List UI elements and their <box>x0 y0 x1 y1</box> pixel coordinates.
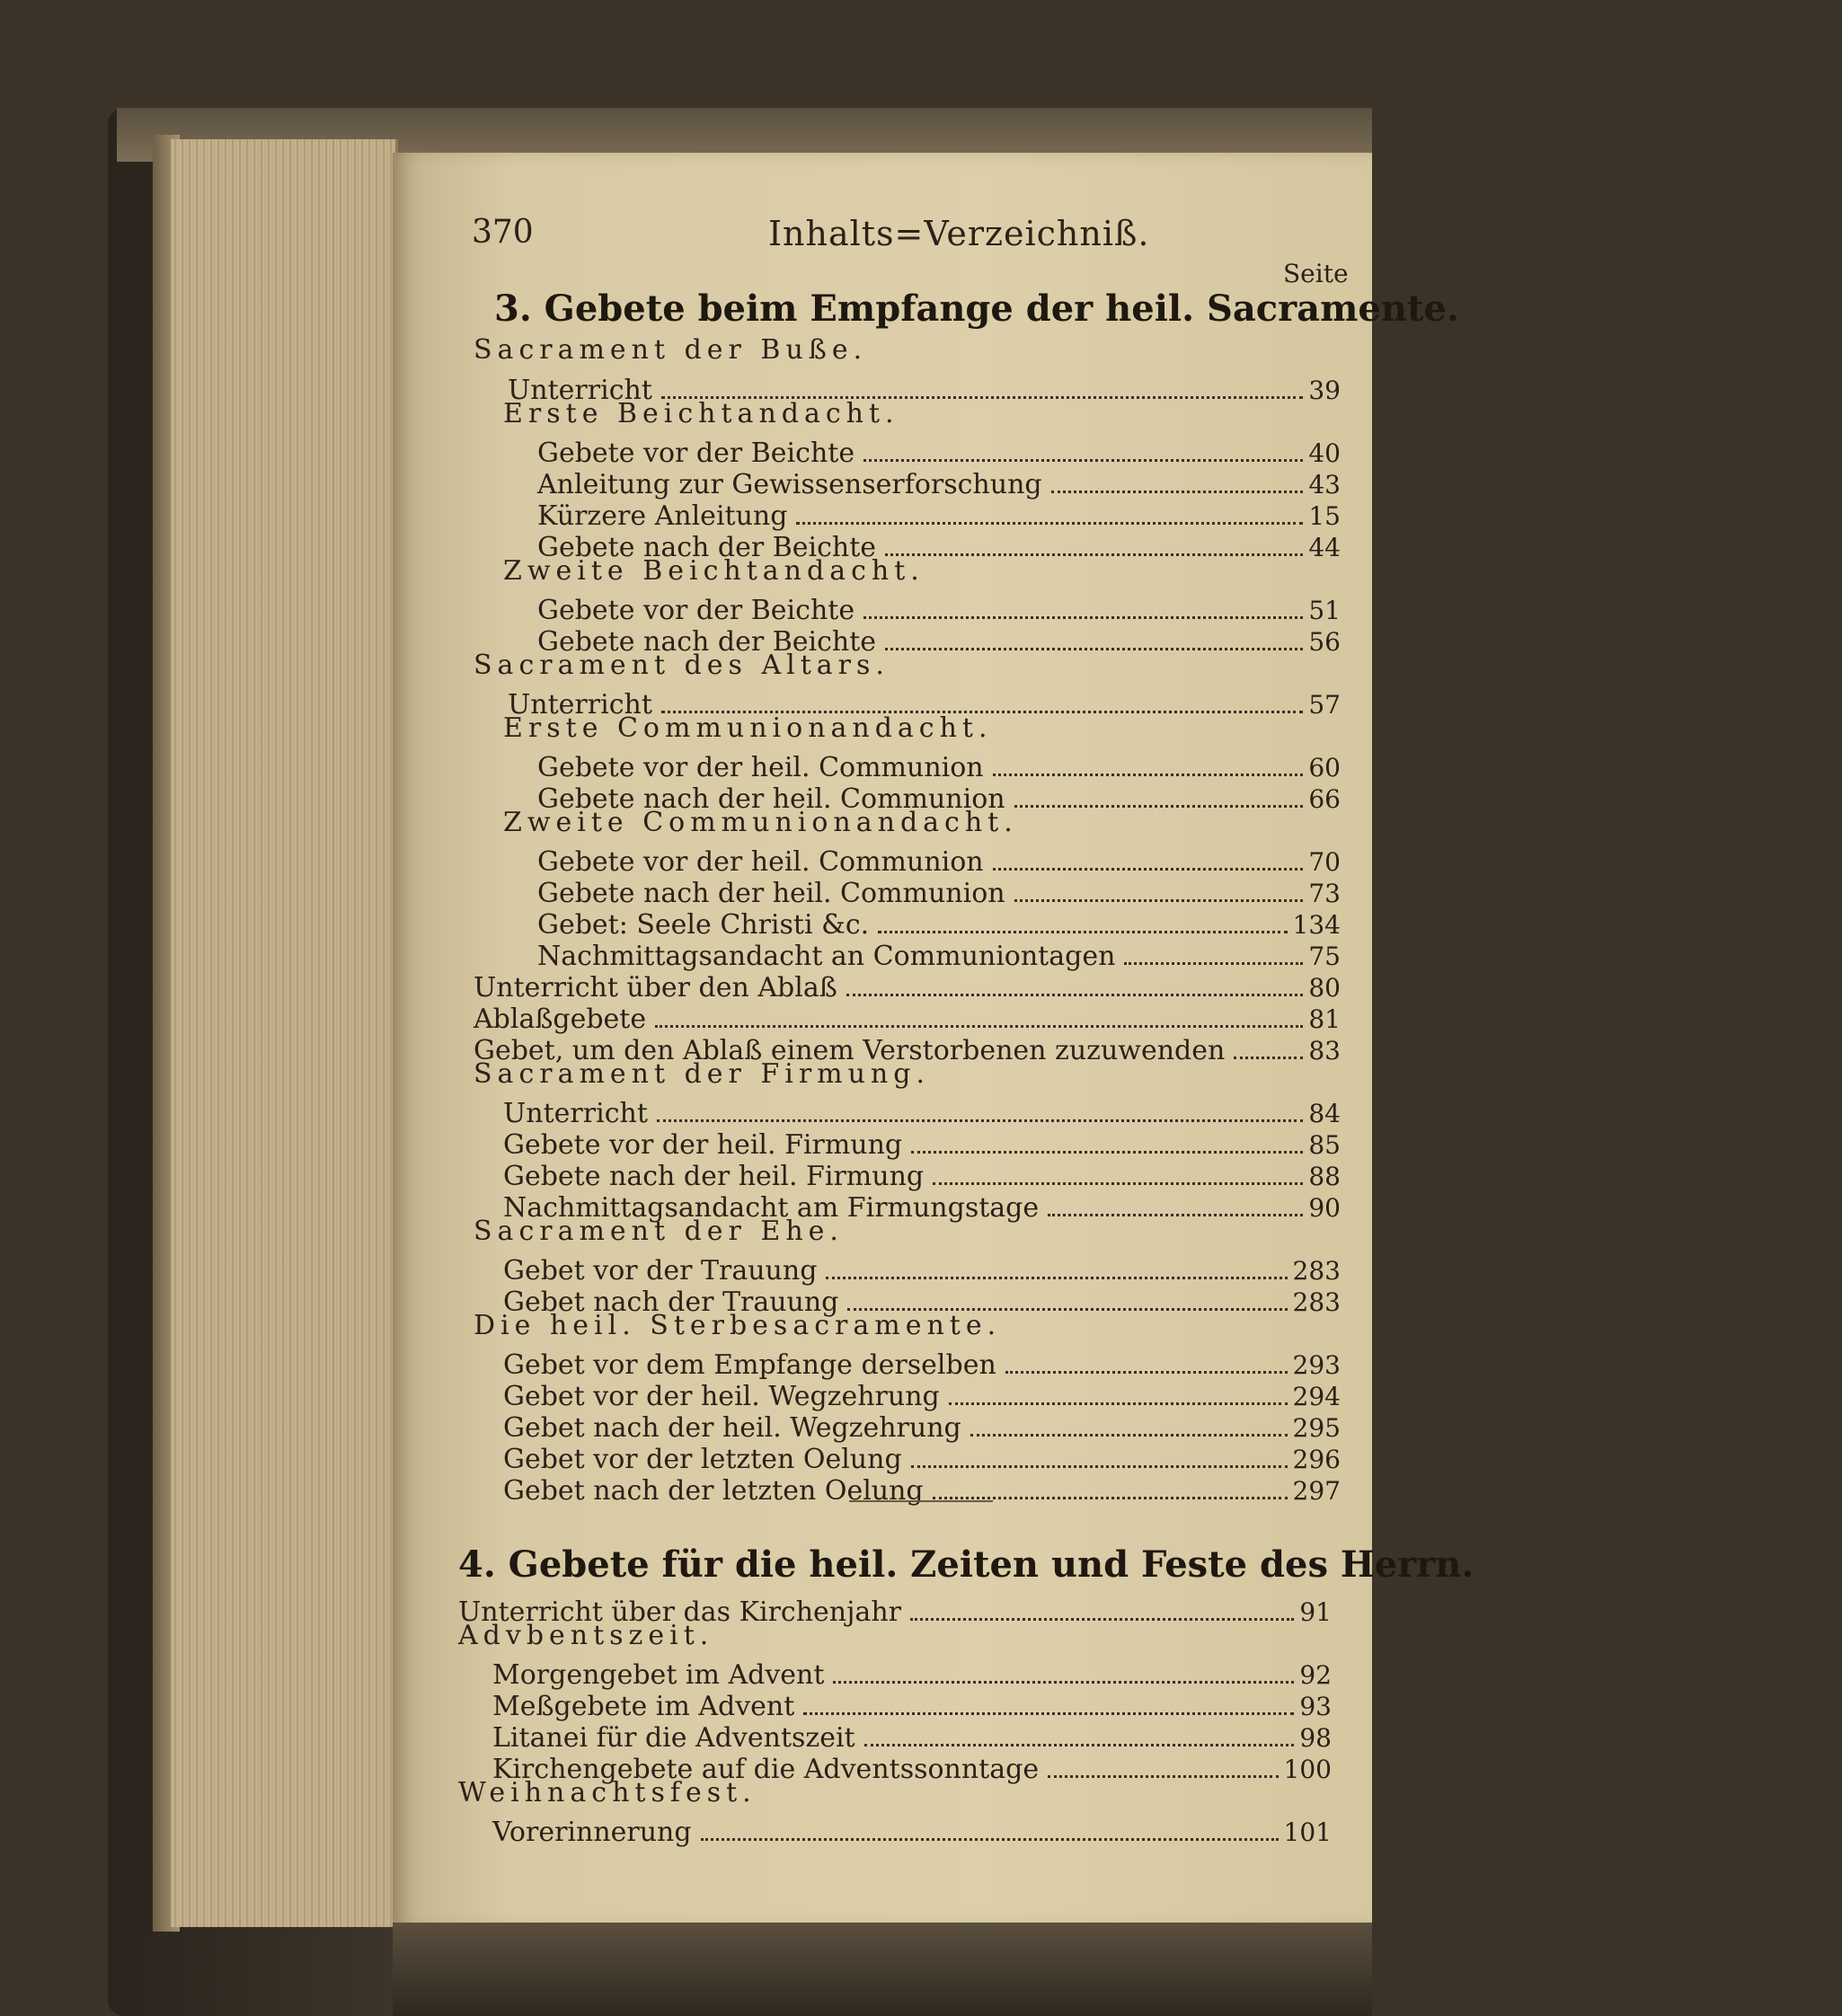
toc-entry <box>537 933 1341 972</box>
toc-entry <box>537 775 1341 815</box>
toc-entry <box>537 901 1341 941</box>
toc-entry <box>503 1341 1341 1381</box>
toc-entry-page: 297 <box>1292 1476 1341 1506</box>
toc-entry <box>537 587 1341 626</box>
toc-entry-page: 80 <box>1308 973 1341 1003</box>
toc-entry <box>503 1373 1341 1412</box>
toc-entry-label: Sacrament des Altars. <box>474 650 890 681</box>
page-stack-edge <box>171 139 398 1927</box>
toc-entry-page: 15 <box>1308 501 1341 531</box>
toc-entry-label: Gebet vor dem Empfange derselben <box>503 1349 996 1381</box>
page-header <box>472 214 1343 259</box>
dot-leader <box>885 524 1303 556</box>
dot-leader <box>911 1121 1303 1154</box>
toc-entry-label: Sacrament der Firmung. <box>474 1058 930 1090</box>
toc-entry-page: 91 <box>1299 1597 1332 1627</box>
dot-leader <box>661 367 1303 399</box>
toc-entry-page: 39 <box>1308 376 1341 405</box>
toc-entry <box>537 461 1341 500</box>
toc-subheading <box>474 1058 1341 1089</box>
toc-entry-page: 134 <box>1292 910 1341 940</box>
toc-entry-label: Sacrament der Buße. <box>474 334 868 366</box>
dot-leader <box>657 1090 1303 1122</box>
toc-entry <box>503 1404 1341 1444</box>
dot-leader <box>949 1373 1288 1405</box>
toc-entry-label: Unterricht <box>503 1098 648 1129</box>
toc-entry-label: Ablaßgebete <box>474 1004 647 1035</box>
toc-entry-label: Gebet nach der letzten Oelung <box>503 1475 924 1507</box>
toc-entry-label: Gebet nach der Trauung <box>503 1287 839 1318</box>
toc-entry-page: 90 <box>1308 1193 1341 1223</box>
toc-entry-page: 44 <box>1308 533 1341 562</box>
toc-entry-label: Unterricht über den Ablaß <box>474 972 837 1004</box>
dot-leader <box>1051 461 1304 493</box>
toc-entry <box>503 1278 1341 1318</box>
dot-leader <box>1005 1341 1288 1374</box>
toc-entry-page: 60 <box>1308 753 1341 783</box>
toc-entry <box>503 1436 1341 1475</box>
toc-entry-label: Gebet vor der letzten Oelung <box>503 1444 902 1475</box>
toc-entry <box>503 1121 1341 1161</box>
toc-entry-page: 40 <box>1308 438 1341 468</box>
dot-leader <box>878 901 1287 933</box>
dot-leader <box>910 1588 1294 1621</box>
toc-entry-page: 81 <box>1308 1004 1341 1034</box>
toc-entry-label: Erste Communionandacht. <box>503 712 993 744</box>
toc-subheading <box>474 334 1341 365</box>
toc-entry-page: 98 <box>1299 1723 1332 1753</box>
toc-entry-label: Litanei für die Adventszeit <box>492 1722 855 1754</box>
toc-entry <box>508 681 1341 721</box>
section-heading: 4. Gebete für die heil. Zeiten und Feste des Herrn. <box>458 1543 1474 1586</box>
toc-entry <box>492 1651 1332 1691</box>
toc-subheading <box>474 1216 1341 1246</box>
toc-entry-page: 283 <box>1292 1287 1341 1317</box>
toc-entry-label: Nachmittagsandacht am Firmungstage <box>503 1192 1040 1224</box>
dot-leader <box>1124 933 1303 965</box>
dot-leader <box>1014 870 1304 902</box>
toc-entry-label: Gebete nach der heil. Firmung <box>503 1161 925 1192</box>
toc-entry-page: 66 <box>1308 784 1341 814</box>
dot-leader <box>826 1247 1287 1279</box>
toc-entry-label: Kürzere Anleitung <box>537 500 788 532</box>
toc-entry-page: 93 <box>1299 1692 1332 1721</box>
toc-entry <box>503 1090 1341 1129</box>
toc-subheading <box>503 807 1341 837</box>
toc-entry-label: Unterricht <box>508 689 652 721</box>
toc-entry-label: Gebet nach der heil. Wegzehrung <box>503 1412 961 1444</box>
toc-entry-page: 294 <box>1292 1382 1341 1411</box>
toc-entry-label: Unterricht <box>508 375 652 406</box>
dot-leader <box>911 1436 1288 1468</box>
dot-leader <box>885 618 1303 650</box>
toc-entry-label: Gebete nach der Beichte <box>537 626 877 658</box>
toc-entry-page: 88 <box>1308 1162 1341 1191</box>
toc-entry-label: Advbentszeit. <box>458 1620 714 1651</box>
dot-leader <box>1048 1746 1278 1778</box>
toc-entry <box>508 367 1341 406</box>
toc-entry-label: Morgengebet im Advent <box>492 1659 825 1691</box>
toc-entry-label: Nachmittagsandacht an Communiontagen <box>537 941 1116 972</box>
dot-leader <box>864 1714 1295 1746</box>
toc-entry-page: 73 <box>1308 879 1341 908</box>
toc-entry-page: 84 <box>1308 1099 1341 1128</box>
dot-leader <box>993 838 1304 871</box>
page-number: 370 <box>472 214 534 251</box>
dot-leader <box>847 1278 1287 1311</box>
toc-entry-page: 101 <box>1283 1817 1332 1847</box>
toc-entry-label: Gebete nach der Beichte <box>537 532 877 563</box>
toc-entry-label: Sacrament der Ehe. <box>474 1216 844 1247</box>
toc-entry-label: Gebete vor der Beichte <box>537 595 855 626</box>
toc-entry <box>537 524 1341 563</box>
toc-entry-page: 83 <box>1308 1036 1341 1065</box>
dot-leader <box>863 587 1303 619</box>
toc-entry-page: 56 <box>1308 627 1341 657</box>
toc-entry-page: 293 <box>1292 1350 1341 1380</box>
toc-entry <box>503 1184 1341 1224</box>
toc-entry-label: Die heil. Sterbesacramente. <box>474 1310 1002 1341</box>
toc-entry-label: Weihnachtsfest. <box>458 1777 757 1808</box>
column-header-seite: Seite <box>1283 259 1349 288</box>
toc-entry-label: Gebete vor der heil. Communion <box>537 846 984 878</box>
toc-entry <box>503 1153 1341 1192</box>
toc-entry-label: Gebet: Seele Christi &c. <box>537 909 870 941</box>
dot-leader <box>833 1651 1294 1684</box>
toc-entry <box>474 964 1341 1004</box>
toc-entry <box>492 1683 1332 1722</box>
dot-leader <box>1014 775 1304 808</box>
dot-leader <box>655 995 1303 1028</box>
toc-entry-label: Gebet vor der Trauung <box>503 1255 818 1287</box>
toc-entry-label: Anleitung zur Gewissenserforschung <box>537 469 1042 500</box>
dot-leader <box>846 964 1304 996</box>
dot-leader <box>701 1808 1279 1841</box>
toc-entry-page: 85 <box>1308 1130 1341 1160</box>
toc-entry <box>458 1588 1332 1628</box>
toc-entry <box>537 429 1341 469</box>
section-heading: 3. Gebete beim Empfange der heil. Sacramente. <box>494 287 1459 330</box>
toc-entry <box>492 1714 1332 1754</box>
toc-entry-label: Gebete vor der heil. Communion <box>537 752 984 783</box>
dot-leader <box>796 492 1303 525</box>
toc-entry-label: Kirchengebete auf die Adventssonntage <box>492 1754 1040 1785</box>
toc-entry-label: Unterricht über das Kirchenjahr <box>458 1596 901 1628</box>
toc-entry-label: Meßgebete im Advent <box>492 1691 795 1722</box>
toc-entry-label: Gebete nach der heil. Communion <box>537 878 1005 909</box>
toc-subheading <box>503 398 1341 429</box>
section-divider <box>849 1500 993 1502</box>
toc-entry-page: 75 <box>1308 942 1341 971</box>
running-title: Inhalts=Verzeichniß. <box>768 214 1150 253</box>
toc-entry <box>474 995 1341 1035</box>
toc-entry-label: Zweite Beichtandacht. <box>503 555 925 587</box>
toc-entry <box>537 618 1341 658</box>
dot-leader <box>970 1404 1288 1437</box>
dot-leader <box>993 744 1304 776</box>
toc-entry-page: 51 <box>1308 596 1341 625</box>
toc-entry-label: Vorerinnerung <box>492 1817 692 1848</box>
dot-leader <box>803 1683 1294 1715</box>
dot-leader <box>933 1153 1303 1185</box>
toc-subheading <box>458 1620 1332 1650</box>
toc-entry-label: Gebete vor der Beichte <box>537 438 855 469</box>
dot-leader <box>1048 1184 1303 1216</box>
toc-entry <box>537 744 1341 783</box>
toc-entry <box>492 1746 1332 1785</box>
toc-entry-label: Gebete nach der heil. Communion <box>537 783 1005 815</box>
toc-entry <box>537 870 1341 909</box>
toc-entry-page: 92 <box>1299 1660 1332 1690</box>
toc-entry-page: 295 <box>1292 1413 1341 1443</box>
toc-entry-label: Gebet, um den Ablaß einem Verstorbenen zuzuwenden <box>474 1035 1226 1066</box>
toc-subheading <box>458 1777 1332 1808</box>
toc-entry <box>537 838 1341 878</box>
toc-subheading <box>474 650 1341 680</box>
toc-entry-label: Erste Beichtandacht. <box>503 398 899 429</box>
dot-leader <box>863 429 1303 462</box>
toc-entry <box>537 492 1341 532</box>
toc-entry <box>474 1027 1341 1066</box>
dot-leader <box>661 681 1303 713</box>
toc-entry-page: 296 <box>1292 1445 1341 1474</box>
dot-leader <box>933 1467 1288 1499</box>
toc-subheading <box>474 1310 1341 1340</box>
bottom-shadow <box>393 1923 1372 2016</box>
toc-entry-label: Gebet vor der heil. Wegzehrung <box>503 1381 940 1412</box>
toc-entry-page: 57 <box>1308 690 1341 720</box>
toc-entry <box>503 1247 1341 1287</box>
toc-entry-page: 70 <box>1308 847 1341 877</box>
dot-leader <box>1234 1027 1303 1059</box>
toc-entry-label: Gebete vor der heil. Firmung <box>503 1129 903 1161</box>
toc-entry-page: 43 <box>1308 470 1341 500</box>
toc-entry <box>492 1808 1332 1848</box>
toc-entry-label: Zweite Communionandacht. <box>503 807 1018 838</box>
toc-entry <box>503 1467 1341 1507</box>
toc-subheading <box>503 712 1341 743</box>
toc-subheading <box>503 555 1341 586</box>
toc-entry-page: 100 <box>1283 1755 1332 1784</box>
toc-entry-page: 283 <box>1292 1256 1341 1286</box>
